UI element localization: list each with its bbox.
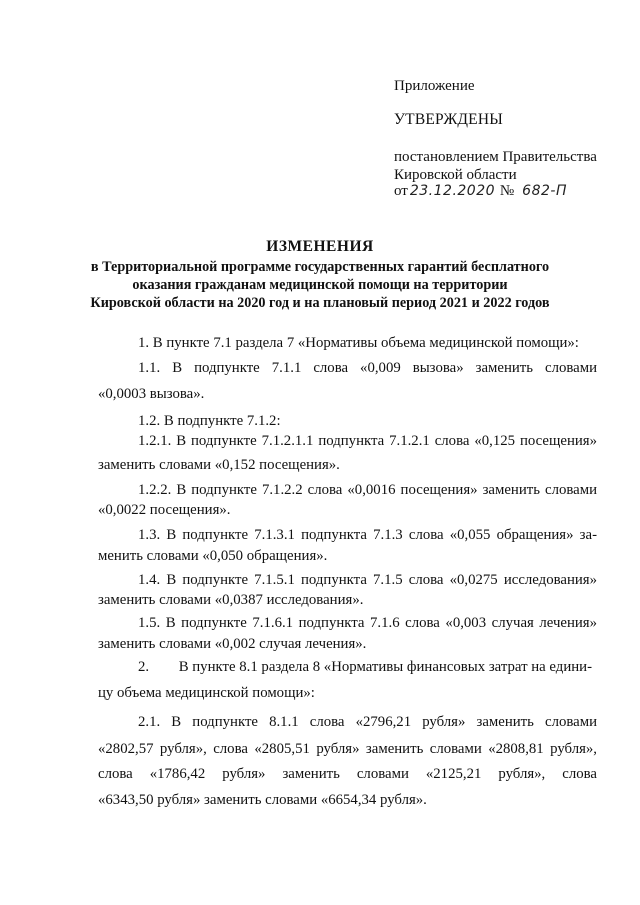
paragraph-1-4-line-1: 1.4. В подпункте 7.1.5.1 подпункта 7.1.5 слова «0,0275 исследования» — [138, 572, 597, 588]
paragraph-1-2: 1.2. В подпункте 7.1.2: — [138, 413, 281, 429]
region-text: Кировской области — [394, 167, 517, 183]
paragraph-1-2-1-line-2: заменить словами «0,152 посещения». — [98, 457, 340, 473]
paragraph-1-3-line-1: 1.3. В подпункте 7.1.3.1 подпункта 7.1.3 слова «0,055 обращения» за- — [138, 527, 597, 543]
paragraph-1-3-line-2: менить словами «0,050 обращения». — [98, 548, 328, 564]
appendix-label: Приложение — [394, 78, 475, 94]
document-title: ИЗМЕНЕНИЯ — [266, 238, 374, 255]
paragraph-1-2-2-line-1: 1.2.2. В подпункте 7.1.2.2 слова «0,0016 посещения» заменить словами — [138, 482, 597, 498]
document-subtitle-line-3: Кировской области на 2020 год и на плановый период 2021 и 2022 годов — [90, 295, 550, 311]
paragraph-1-5-line-1: 1.5. В подпункте 7.1.6.1 подпункта 7.1.6 слова «0,003 случая лечения» — [138, 615, 597, 631]
handwritten-number: 682-П — [522, 183, 567, 199]
paragraph-2-1-line-1: 2.1. В подпункте 8.1.1 слова «2796,21 рубля» заменить словами — [138, 714, 597, 730]
paragraph-1-2-2-line-2: «0,0022 посещения». — [98, 502, 231, 518]
approved-heading: УТВЕРЖДЕНЫ — [394, 111, 503, 128]
number-sign: № — [499, 183, 515, 199]
paragraph-1-1-line-2: «0,0003 вызова». — [98, 386, 205, 402]
paragraph-1-2-1-line-1: 1.2.1. В подпункте 7.1.2.1.1 подпункта 7.1.2.1 слова «0,125 посещения» — [138, 433, 597, 449]
decree-date-line — [394, 182, 567, 200]
paragraph-2-line-1: 2. В пункте 8.1 раздела 8 «Нормативы финансовых затрат на едини- — [138, 659, 593, 675]
paragraph-2-1-line-2: «2802,57 рубля», слова «2805,51 рубля» заменить словами «2808,81 рубля», — [98, 741, 597, 757]
paragraph-2-1-line-4: «6343,50 рубля» заменить словами «6654,34 рубля». — [98, 792, 427, 808]
date-prefix: от — [394, 183, 408, 199]
paragraph-1-1-line-1: 1.1. В подпункте 7.1.1 слова «0,009 вызова» заменить словами — [138, 360, 597, 376]
document-subtitle-line-1: в Территориальной программе государственных гарантий бесплатного — [90, 259, 550, 275]
paragraph-2-line-2: цу объема медицинской помощи»: — [98, 685, 315, 701]
decree-text: постановлением Правительства — [394, 149, 597, 165]
paragraph-2-1-line-3: слова «1786,42 рубля» заменить словами «2125,21 рубля», слова — [98, 766, 597, 782]
paragraph-1: 1. В пункте 7.1 раздела 7 «Нормативы объема медицинской помощи»: — [138, 335, 579, 351]
paragraph-1-4-line-2: заменить словами «0,0387 исследования». — [98, 592, 364, 608]
handwritten-date: 23.12.2020 — [409, 183, 496, 199]
document-subtitle-line-2: оказания гражданам медицинской помощи на территории — [132, 277, 508, 293]
paragraph-1-5-line-2: заменить словами «0,002 случая лечения». — [98, 636, 367, 652]
